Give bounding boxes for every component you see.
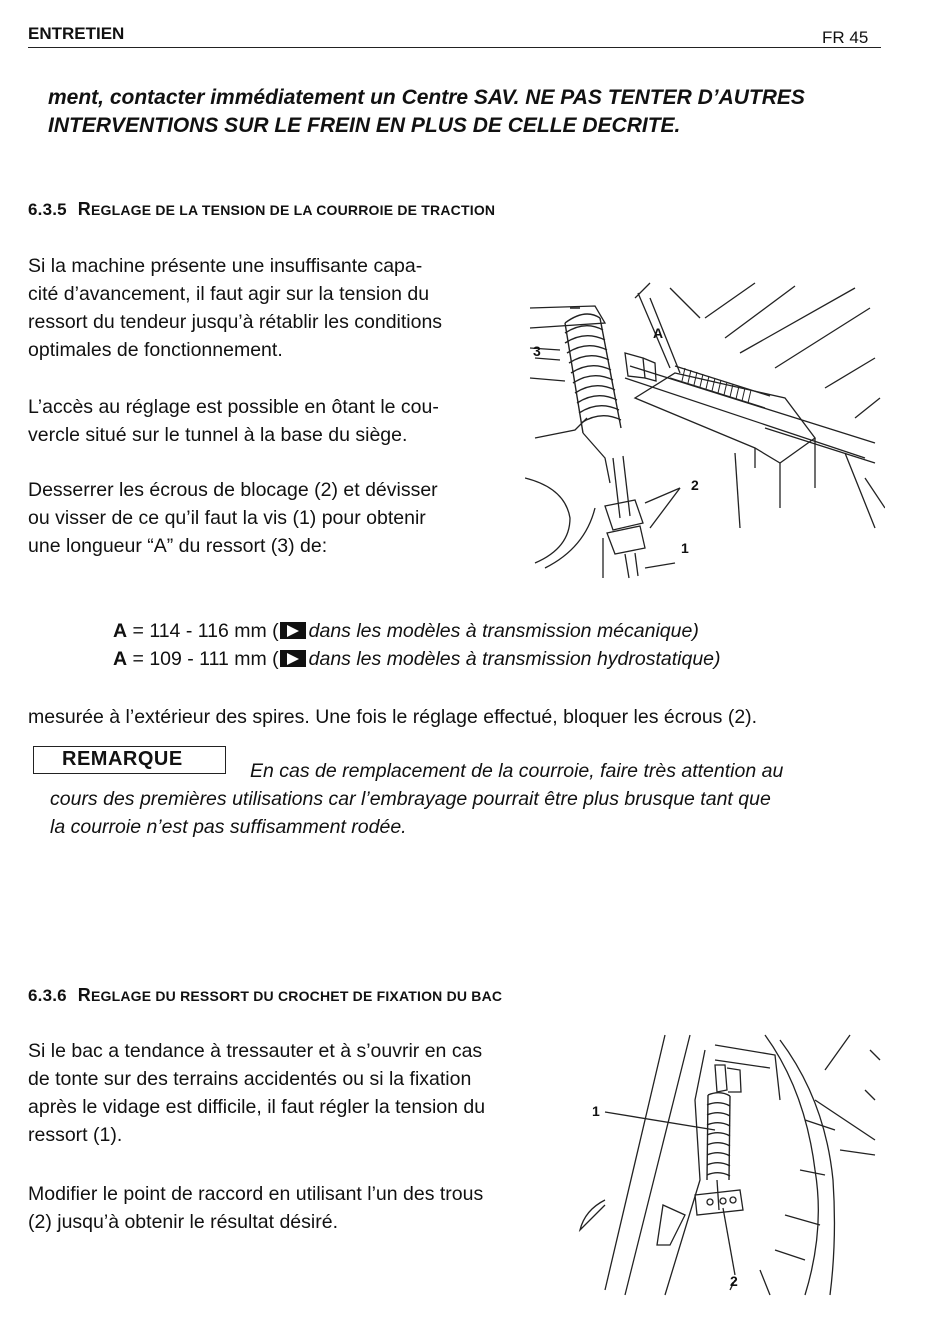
value-range: = 114 - 116 mm (	[127, 620, 279, 642]
arrow-right-icon	[280, 622, 306, 639]
remark-line-3: la courroie n’est pas suffisamment rodée.	[50, 816, 407, 838]
figure-label-2: 2	[691, 477, 699, 493]
figure-label-1: 1	[592, 1103, 600, 1119]
remark-line-2: cours des premières utilisations car l’embrayage pourrait être plus brusque tant que	[50, 788, 771, 810]
section-heading-6-3-5	[28, 199, 495, 220]
section-title: EGLAGE DE LA TENSION DE LA COURROIE DE TRACTION	[90, 202, 496, 218]
figure-bag-hook-spring	[575, 1030, 885, 1300]
value-description: dans les modèles à transmission mécanique)	[308, 620, 699, 642]
paragraph-access: L’accès au réglage est possible en ôtant le cou- vercle situé sur le tunnel à la base du siège.	[28, 396, 439, 446]
section-number: 6.3.6	[28, 986, 67, 1005]
value-mechanical	[113, 617, 699, 645]
arrow-right-icon	[280, 650, 306, 667]
value-hydrostatic	[113, 645, 721, 673]
figure-label-a: A	[653, 325, 664, 341]
section-title-initial: R	[77, 199, 91, 219]
paragraph-capacity: Si la machine présente une insuffisante capa- cité d’avancement, il faut agir sur la tension du ressort du tendeur jusqu’à rétablir les conditions optimales de fonctionnement.	[28, 255, 443, 361]
section-title: EGLAGE DU RESSORT DU CROCHET DE FIXATION DU BAC	[90, 988, 503, 1004]
paragraph-procedure: Desserrer les écrous de blocage (2) et dévisser ou visser de ce qu’il faut la vis (1) pour obtenir une longueur “A” du ressort (3) de:	[28, 479, 438, 557]
warning-line-1: ment, contacter immédiatement un Centre SAV. NE PAS TENTER D’AUTRES	[48, 86, 805, 109]
figure-label-2: 2	[730, 1273, 738, 1289]
value-letter: A	[113, 648, 128, 670]
remark-label: REMARQUE	[62, 748, 183, 770]
section-heading-6-3-6	[28, 985, 502, 1006]
section-number: 6.3.5	[28, 200, 67, 219]
figure-label-1: 1	[681, 540, 689, 556]
paragraph-bag-bounce: Si le bac a tendance à tressauter et à s’ouvrir en cas de tonte sur des terrains accidentés ou si la fixation après le vidage est difficile, il faut régler la tension du ressort (1).	[28, 1040, 486, 1146]
paragraph-holes: Modifier le point de raccord en utilisant l’un des trous (2) jusqu’à obtenir le résultat désiré.	[28, 1183, 484, 1233]
remark-line-1: En cas de remplacement de la courroie, faire très attention au	[250, 760, 784, 782]
paragraph-measurement: mesurée à l’extérieur des spires. Une fois le réglage effectué, bloquer les écrous (2).	[28, 706, 758, 728]
section-title-initial: R	[77, 985, 91, 1005]
remark-label-box	[33, 746, 226, 774]
warning-text	[48, 84, 805, 140]
warning-line-2: INTERVENTIONS SUR LE FREIN EN PLUS DE CELLE DECRITE.	[48, 114, 681, 137]
value-description: dans les modèles à transmission hydrostatique)	[308, 648, 721, 670]
running-header-section: ENTRETIEN	[28, 24, 125, 43]
page-number: FR 45	[822, 28, 869, 47]
value-range: = 109 - 111 mm (	[127, 648, 279, 670]
value-letter: A	[113, 620, 128, 642]
figure-label-3: 3	[533, 343, 541, 359]
figure-belt-tensioner	[525, 278, 885, 583]
header-rule	[28, 47, 881, 48]
